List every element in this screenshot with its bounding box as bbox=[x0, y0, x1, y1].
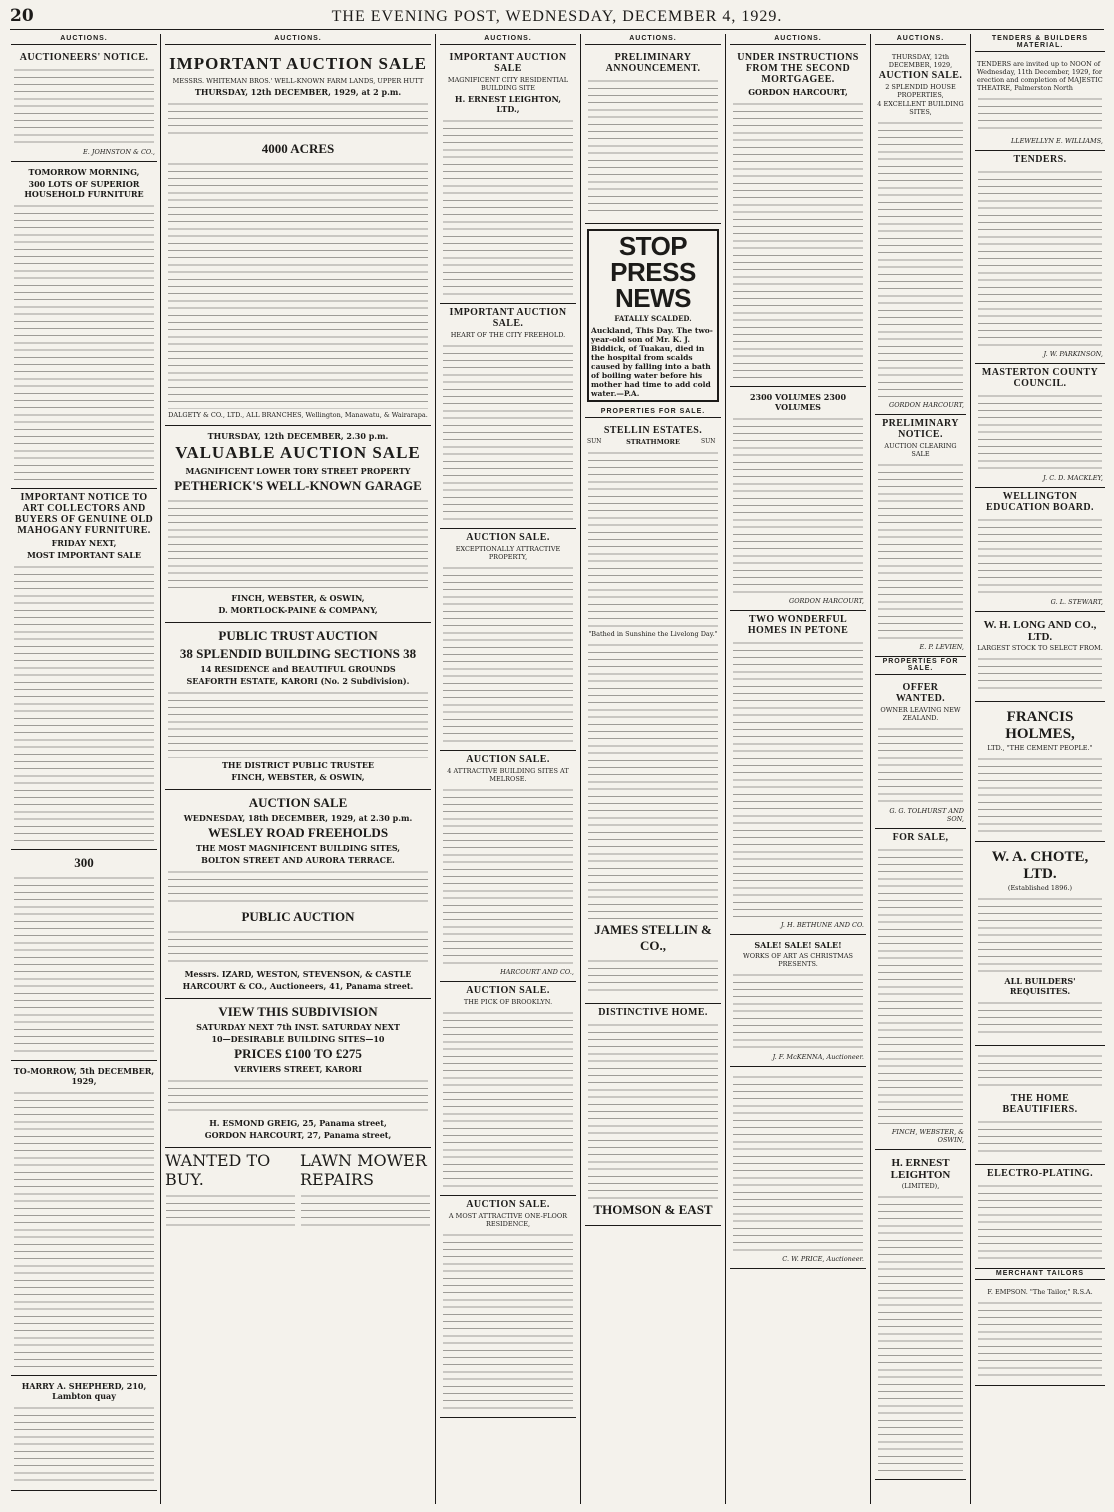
body-text bbox=[168, 867, 428, 907]
body-text bbox=[978, 1181, 1102, 1261]
masthead bbox=[10, 6, 1104, 30]
ad-title: VALUABLE AUCTION SALE bbox=[175, 443, 421, 462]
ad-subtitle: 10—DESIRABLE BUILDING SITES—10 bbox=[211, 1034, 385, 1044]
ad-subheading: 4 ATTRACTIVE BUILDING SITES AT MELROSE. bbox=[447, 767, 569, 783]
ad-signature: HARCOURT & CO., Auctioneers, 41, Panama street. bbox=[182, 981, 414, 991]
ad-signature: FINCH, WEBSTER, & OSWIN, bbox=[231, 593, 365, 603]
ad-heading: THE HOME BEAUTIFIERS. bbox=[1002, 1093, 1078, 1115]
auctioneer: GORDON HARCOURT, bbox=[889, 401, 964, 409]
auctioneer: E. P. LEVIEN, bbox=[919, 643, 964, 651]
body-text bbox=[733, 414, 863, 594]
ad-signature: Messrs. IZARD, WESTON, STEVENSON, & CASTLE bbox=[184, 969, 412, 979]
column-rule bbox=[160, 34, 161, 1504]
ad-heading: WELLINGTON EDUCATION BOARD. bbox=[986, 491, 1094, 513]
ad-heading: MASTERTON COUNTY COUNCIL. bbox=[981, 367, 1099, 389]
body-text bbox=[14, 1088, 154, 1368]
column-rule bbox=[435, 34, 436, 1504]
auction-ad-wesley bbox=[165, 790, 431, 999]
body-text bbox=[878, 845, 963, 1125]
column-7 bbox=[972, 34, 1108, 1504]
auction-ad bbox=[875, 415, 966, 657]
ad-heading: OFFER WANTED. bbox=[895, 682, 946, 704]
newspaper-title: THE EVENING POST, WEDNESDAY, DECEMBER 4, 1929. bbox=[331, 8, 783, 25]
architect: LLEWELLYN E. WILLIAMS, bbox=[1010, 137, 1103, 145]
ad-signature: GORDON HARCOURT, 27, Panama street, bbox=[204, 1130, 392, 1140]
body-text bbox=[978, 754, 1102, 834]
auction-ad bbox=[440, 49, 576, 304]
auctioneer: GORDON HARCOURT, bbox=[789, 597, 864, 605]
ad-heading: SALE! SALE! SALE! bbox=[754, 940, 842, 950]
body-text bbox=[733, 638, 863, 918]
ad-subheading: 4 EXCELLENT BUILDING SITES, bbox=[877, 100, 964, 116]
column-rule bbox=[970, 34, 971, 1504]
body-text bbox=[978, 1117, 1102, 1157]
tender-ad bbox=[975, 364, 1105, 488]
ad-subheading: MOST IMPORTANT SALE bbox=[27, 550, 141, 560]
ad-date: WEDNESDAY, 18th DECEMBER, 1929, at 2.30 p.m. bbox=[183, 813, 413, 823]
ad-subheading: EXCEPTIONALLY ATTRACTIVE PROPERTY, bbox=[455, 545, 561, 561]
auction-ad-whiteman bbox=[165, 49, 431, 426]
column-2 bbox=[162, 34, 434, 1504]
auction-ad bbox=[11, 489, 157, 850]
wanted-ad bbox=[165, 1151, 296, 1233]
ad-subheading: AUCTION CLEARING SALE bbox=[884, 442, 957, 458]
body-text bbox=[14, 65, 154, 145]
body-text bbox=[168, 99, 428, 139]
auction-ad bbox=[440, 529, 576, 751]
property-ad bbox=[875, 679, 966, 829]
ad-heading: IMPORTANT NOTICE TO ART COLLECTORS AND BUYERS OF GENUINE OLD MAHOGANY FURNITURE. bbox=[14, 492, 154, 536]
body-text bbox=[733, 970, 863, 1050]
ad-heading: ELECTRO-PLATING. bbox=[987, 1168, 1093, 1179]
ad-location: SEAFORTH ESTATE, KARORI (No. 2 Subdivision). bbox=[186, 676, 410, 686]
lot-count: 300 bbox=[74, 855, 94, 870]
ad-location: VERVIERS STREET, KARORI bbox=[234, 1064, 362, 1074]
ad-price: PRICES £100 TO £275 bbox=[234, 1046, 362, 1061]
auctioneer: HARCOURT AND CO., bbox=[500, 968, 574, 976]
ad-heading: FOR SALE, bbox=[892, 832, 949, 843]
property-ad bbox=[585, 1004, 721, 1226]
tender-text: TENDERS are invited up to NOON of Wednesday, 11th December, 1929, for erection and completion of MAJESTIC THEATRE, Palmerston North bbox=[977, 60, 1103, 92]
tender-ad bbox=[975, 56, 1105, 151]
auctioneer: H. ERNEST LEIGHTON, LTD., bbox=[454, 94, 562, 114]
supplier-name: W. H. LONG AND CO., LTD. bbox=[983, 619, 1097, 643]
body-text bbox=[443, 116, 573, 296]
sun-label: SUN bbox=[701, 438, 716, 445]
ad-title: PUBLIC TRUST AUCTION bbox=[218, 628, 378, 643]
ad-date: TOMORROW MORNING, bbox=[28, 167, 140, 177]
property-ad-leighton bbox=[875, 1150, 966, 1480]
body-text bbox=[588, 76, 718, 216]
body-text bbox=[978, 894, 1102, 974]
ad-signature: D. MORTLOCK-PAINE & COMPANY, bbox=[218, 605, 378, 615]
body-text bbox=[978, 1298, 1102, 1378]
column-3 bbox=[437, 34, 579, 1504]
section-header: AUCTIONS. bbox=[585, 34, 721, 45]
body-text bbox=[14, 201, 154, 481]
auctioneer: J. H. BETHUNE AND CO. bbox=[780, 921, 864, 929]
auction-ad bbox=[875, 49, 966, 415]
ad-subtitle: THE MOST MAGNIFICENT BUILDING SITES, bbox=[195, 843, 401, 853]
ad-signature: DALGETY & CO., LTD., ALL BRANCHES, Wellington, Manawatu, & Wairarapa. bbox=[168, 411, 428, 419]
signatory: J. C. D. MACKLEY, bbox=[1043, 474, 1103, 482]
sun-strathmore-block bbox=[587, 438, 719, 446]
body-text bbox=[978, 94, 1102, 134]
auctioneer: E. JOHNSTON & CO., bbox=[83, 148, 155, 156]
slogan: "Bathed in Sunshine the Livelong Day." bbox=[588, 630, 718, 638]
ad-subheading: WORKS OF ART AS CHRISTMAS PRESENTS. bbox=[743, 952, 853, 968]
body-text bbox=[443, 1230, 573, 1410]
body-text bbox=[168, 159, 428, 409]
ad-heading: AUCTION SALE. bbox=[466, 754, 550, 765]
auction-ad bbox=[11, 1061, 157, 1376]
stop-press-subtitle: FATALLY SCALDED. bbox=[614, 314, 692, 323]
stop-press-title: STOP PRESS NEWS bbox=[610, 231, 696, 313]
ad-heading: UNDER INSTRUCTIONS FROM THE SECOND MORTGAGEE. bbox=[737, 52, 859, 85]
ad-heading: AUCTION SALE. bbox=[466, 985, 550, 996]
ad-date: THURSDAY, 12th DECEMBER, 1929, bbox=[888, 53, 953, 69]
ad-date: TO-MORROW, 5th DECEMBER, 1929, bbox=[13, 1066, 155, 1086]
ad-heading: AUCTION SALE. bbox=[878, 70, 963, 81]
body-text bbox=[588, 1020, 718, 1200]
auction-ad-petherick bbox=[165, 426, 431, 623]
body-text bbox=[588, 956, 718, 996]
column-rule bbox=[580, 34, 581, 1504]
section-header: AUCTIONS. bbox=[730, 34, 866, 45]
body-text bbox=[168, 1076, 428, 1116]
auction-ad bbox=[730, 935, 866, 1067]
ad-heading: PRELIMINARY NOTICE. bbox=[882, 418, 959, 440]
ad-subtitle: MESSRS. WHITEMAN BROS.' WELL-KNOWN FARM LANDS, UPPER HUTT bbox=[172, 77, 424, 85]
supplier-ad-chote bbox=[975, 842, 1105, 1046]
strathmore-label: STRATHMORE bbox=[626, 438, 680, 446]
body-text bbox=[588, 448, 718, 628]
ad-heading: TWO WONDERFUL HOMES IN PETONE bbox=[747, 614, 849, 636]
ad-heading: LAWN MOWER REPAIRS bbox=[300, 1151, 427, 1189]
ad-heading: AUCTIONEERS' NOTICE. bbox=[19, 52, 149, 63]
body-text bbox=[878, 724, 963, 804]
supplier-name: FRANCIS HOLMES, bbox=[1005, 709, 1075, 742]
column-1 bbox=[8, 34, 160, 1504]
ad-heading: AUCTION SALE. bbox=[466, 1199, 550, 1210]
ad-title: AUCTION SALE bbox=[248, 795, 348, 810]
ad-location: BOLTON STREET AND AURORA TERRACE. bbox=[201, 855, 395, 865]
ad-residence: 14 RESIDENCE and BEAUTIFUL GROUNDS bbox=[200, 664, 396, 674]
body-text bbox=[443, 563, 573, 743]
body-text bbox=[878, 460, 963, 640]
auction-ad bbox=[730, 49, 866, 387]
ad-heading: STELLIN ESTATES. bbox=[603, 425, 703, 436]
ad-heading: TENDERS. bbox=[1013, 154, 1067, 165]
body-text bbox=[443, 785, 573, 965]
supplier-tagline: LTD., "THE CEMENT PEOPLE." bbox=[987, 744, 1093, 752]
ad-heading: WANTED TO BUY. bbox=[165, 1151, 271, 1189]
auction-ad bbox=[730, 611, 866, 935]
ad-subheading: A MOST ATTRACTIVE ONE-FLOOR RESIDENCE, bbox=[448, 1212, 568, 1228]
body-text bbox=[168, 496, 428, 591]
property-ad bbox=[875, 829, 966, 1150]
ad-date: FRIDAY NEXT, bbox=[51, 538, 117, 548]
ad-heading: AUCTION SALE. bbox=[466, 532, 550, 543]
supplier-tagline: LARGEST STOCK TO SELECT FROM. bbox=[977, 644, 1103, 652]
stop-press-box bbox=[587, 229, 719, 402]
agent-sub: (LIMITED), bbox=[901, 1182, 940, 1190]
ad-subheading: THE PICK OF BROOKLYN. bbox=[463, 998, 553, 1006]
body-text bbox=[978, 654, 1102, 694]
body-text bbox=[878, 118, 963, 398]
column-5 bbox=[727, 34, 869, 1504]
ad-acres: 4000 ACRES bbox=[261, 141, 335, 156]
body-text bbox=[978, 998, 1102, 1038]
ad-subheading: MAGNIFICENT CITY RESIDENTIAL BUILDING SITE bbox=[447, 76, 569, 92]
agent: FINCH, WEBSTER, & OSWIN, bbox=[891, 1128, 964, 1144]
ad-date: SATURDAY NEXT 7th INST. SATURDAY NEXT bbox=[196, 1022, 400, 1032]
ad-heading: PRELIMINARY ANNOUNCEMENT. bbox=[605, 52, 701, 74]
body-text bbox=[978, 1051, 1102, 1091]
ad-signature: H. ESMOND GREIG, 25, Panama street, bbox=[209, 1118, 387, 1128]
auctioneer: GORDON HARCOURT, bbox=[748, 87, 848, 97]
section-header: AUCTIONS. bbox=[165, 34, 431, 45]
tailor-ad bbox=[975, 1284, 1105, 1386]
section-header: TENDERS & BUILDERS MATERIAL. bbox=[975, 34, 1105, 52]
body-text bbox=[443, 341, 573, 521]
signatory: G. L. STEWART, bbox=[1050, 598, 1103, 606]
auction-ad bbox=[440, 982, 576, 1196]
body-text bbox=[168, 688, 428, 758]
ad-title: IMPORTANT AUCTION SALE bbox=[169, 54, 427, 73]
supplier-name: W. A. CHOTE, LTD. bbox=[991, 849, 1089, 882]
supplier-tagline: ALL BUILDERS' REQUISITES. bbox=[1004, 976, 1076, 996]
auction-ad bbox=[11, 162, 157, 489]
auction-ad bbox=[440, 1196, 576, 1418]
lawn-mower-ad bbox=[300, 1151, 431, 1233]
section-header: AUCTIONS. bbox=[440, 34, 576, 45]
ad-heading: IMPORTANT AUCTION SALE. bbox=[449, 307, 567, 329]
body-text bbox=[878, 1192, 963, 1472]
body-text bbox=[14, 1403, 154, 1483]
body-text bbox=[733, 1072, 863, 1252]
ad-public-auction: PUBLIC AUCTION bbox=[241, 909, 355, 924]
ad-name: WESLEY ROAD FREEHOLDS bbox=[207, 825, 389, 840]
column-rule bbox=[870, 34, 871, 1504]
auctioneer: C. W. PRICE, Auctioneer. bbox=[782, 1255, 864, 1263]
body-text bbox=[588, 640, 718, 920]
column-rule bbox=[725, 34, 726, 1504]
section-header: PROPERTIES FOR SALE. bbox=[585, 407, 721, 418]
supplier-ad bbox=[975, 1165, 1105, 1269]
ad-heading: 300 LOTS OF SUPERIOR HOUSEHOLD FURNITURE bbox=[24, 179, 144, 199]
agent-name: H. ERNEST LEIGHTON bbox=[890, 1157, 951, 1181]
auction-ad bbox=[730, 387, 866, 611]
section-header: PROPERTIES FOR SALE. bbox=[875, 657, 966, 675]
auction-ad bbox=[440, 751, 576, 982]
body-text bbox=[978, 391, 1102, 471]
body-text bbox=[14, 562, 154, 842]
small-ads-row bbox=[165, 1151, 431, 1233]
ad-signature: FINCH, WEBSTER, & OSWIN, bbox=[231, 772, 365, 782]
body-text bbox=[166, 1191, 295, 1231]
body-text bbox=[14, 873, 154, 1053]
ad-heading: 2300 VOLUMES 2300 VOLUMES bbox=[749, 392, 847, 412]
auction-ad bbox=[585, 49, 721, 224]
auction-ad bbox=[730, 1067, 866, 1269]
auction-ad bbox=[11, 1376, 157, 1491]
auctioneer: J. F. McKENNA, Auctioneer. bbox=[772, 1053, 864, 1061]
stop-press-text: Auckland, This Day. The two-year-old son of Mr. K. J. Biddick, of Tuakau, died in the hospital from scalds caused by falling into a bath of boiling water before his mother had time to add cold water.—P.A. bbox=[591, 326, 713, 398]
body-text bbox=[978, 167, 1102, 347]
ad-date: THURSDAY, 12th DECEMBER, 1929, at 2 p.m. bbox=[194, 87, 402, 97]
ad-signature: THE DISTRICT PUBLIC TRUSTEE bbox=[221, 760, 375, 770]
body-text bbox=[301, 1191, 430, 1231]
section-header: AUCTIONS. bbox=[875, 34, 966, 45]
ad-heading: HARRY A. SHEPHERD, 210, Lambton quay bbox=[21, 1381, 147, 1401]
sun-label: SUN bbox=[587, 438, 602, 445]
auction-ad-verviers bbox=[165, 999, 431, 1148]
auction-ad-public-trust bbox=[165, 623, 431, 790]
auction-notice bbox=[11, 49, 157, 162]
tender-ad bbox=[975, 151, 1105, 364]
supplier-ad bbox=[975, 1046, 1105, 1165]
ad-name: PETHERICK'S WELL-KNOWN GARAGE bbox=[174, 478, 422, 493]
ad-heading: IMPORTANT AUCTION SALE bbox=[449, 52, 567, 74]
section-header: AUCTIONS. bbox=[11, 34, 157, 45]
column-4 bbox=[582, 34, 724, 1504]
tender-ad bbox=[975, 488, 1105, 612]
auction-ad bbox=[440, 304, 576, 529]
property-ad-stellin bbox=[585, 422, 721, 1004]
signatory: J. W. PARKINSON, bbox=[1043, 350, 1103, 358]
ad-date: THURSDAY, 12th DECEMBER, 2.30 p.m. bbox=[207, 431, 389, 441]
supplier-tagline: (Established 1896.) bbox=[1007, 884, 1073, 892]
ad-title: VIEW THIS SUBDIVISION bbox=[218, 1004, 378, 1019]
ad-heading: DISTINCTIVE HOME. bbox=[598, 1007, 708, 1018]
ad-subtitle: 38 SPLENDID BUILDING SECTIONS 38 bbox=[179, 646, 417, 661]
body-text bbox=[443, 1008, 573, 1188]
body-text bbox=[978, 515, 1102, 595]
ad-subheading: OWNER LEAVING NEW ZEALAND. bbox=[880, 706, 961, 722]
page-number: 20 bbox=[10, 6, 34, 26]
auction-ad bbox=[11, 850, 157, 1061]
agent: THOMSON & EAST bbox=[593, 1202, 713, 1217]
agent: G. G. TOLHURST AND SON, bbox=[889, 807, 964, 823]
tailor-heading: F. EMPSON. "The Tailor," R.S.A. bbox=[987, 1288, 1093, 1296]
ad-subheading: HEART OF THE CITY FREEHOLD. bbox=[450, 331, 566, 339]
ad-subtitle: MAGNIFICENT LOWER TORY STREET PROPERTY bbox=[185, 466, 411, 476]
developer: JAMES STELLIN & CO., bbox=[594, 922, 712, 953]
supplier-ad-holmes bbox=[975, 702, 1105, 842]
body-text bbox=[168, 927, 428, 967]
column-6 bbox=[872, 34, 969, 1504]
ad-subheading: 2 SPLENDID HOUSE PROPERTIES, bbox=[885, 83, 956, 99]
section-header: MERCHANT TAILORS bbox=[975, 1269, 1105, 1280]
body-text bbox=[733, 99, 863, 379]
supplier-ad bbox=[975, 612, 1105, 702]
